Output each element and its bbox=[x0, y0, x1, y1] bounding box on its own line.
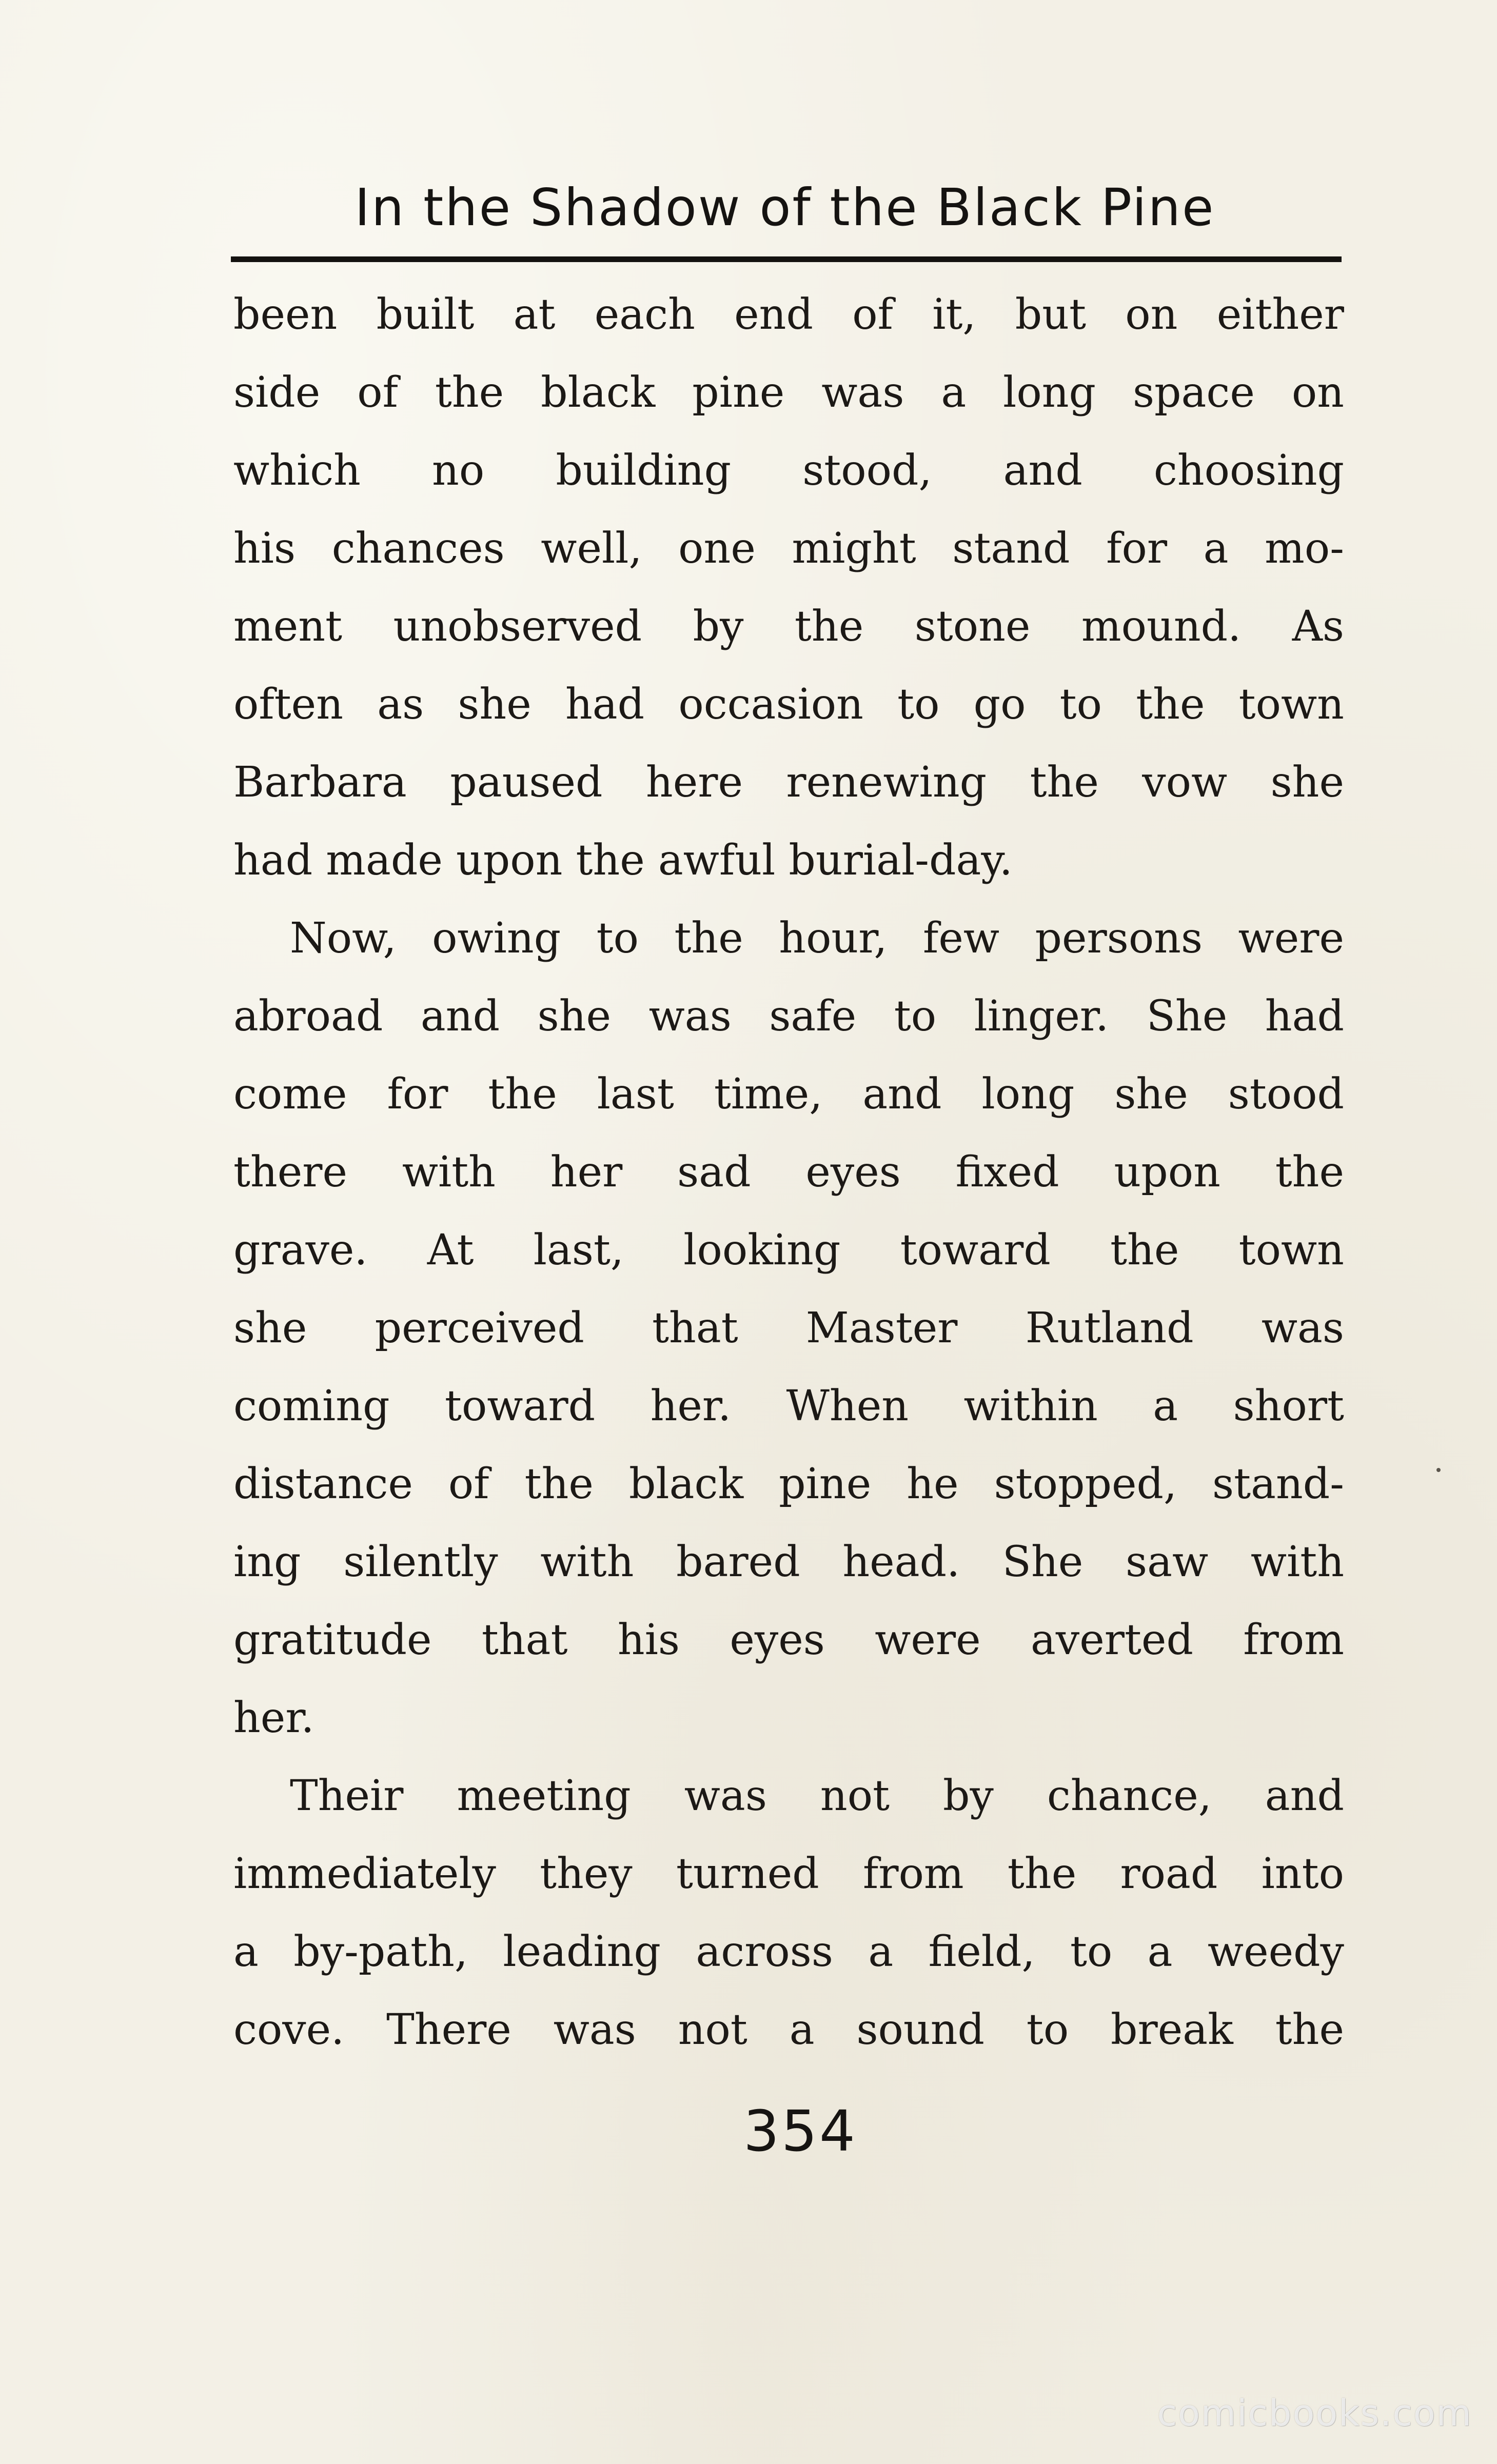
text-line: distance of the black pine he stopped, stand- bbox=[233, 1460, 1344, 1508]
text-line: ing silently with bared head. She saw with bbox=[233, 1538, 1344, 1586]
paper-speck bbox=[1436, 1468, 1441, 1472]
body-text bbox=[233, 276, 1344, 2069]
text-line: Barbara paused here renewing the vow she bbox=[233, 758, 1344, 807]
text-line: had made upon the awful burial-day. bbox=[233, 836, 1013, 885]
watermark: comicbooks.com bbox=[1157, 2392, 1472, 2434]
paragraph-1 bbox=[233, 276, 1344, 900]
text-line: there with her sad eyes fixed upon the bbox=[233, 1148, 1344, 1197]
page-number: 354 bbox=[743, 2098, 857, 2164]
paragraph-2 bbox=[233, 900, 1344, 1757]
text-line: come for the last time, and long she stood bbox=[233, 1070, 1344, 1119]
paragraph-3 bbox=[233, 1757, 1344, 2069]
text-line: ment unobserved by the stone mound. As bbox=[233, 602, 1344, 651]
running-head: In the Shadow of the Black Pine bbox=[354, 177, 1215, 237]
text-line: coming toward her. When within a short bbox=[233, 1382, 1344, 1430]
text-line: immediately they turned from the road into bbox=[233, 1850, 1344, 1898]
text-line: Now, owing to the hour, few persons were bbox=[290, 914, 1344, 963]
text-line: abroad and she was safe to linger. She had bbox=[233, 992, 1344, 1041]
text-line: she perceived that Master Rutland was bbox=[233, 1304, 1344, 1353]
text-line: often as she had occasion to go to the town bbox=[233, 680, 1344, 729]
text-line: which no building stood, and choosing bbox=[233, 446, 1344, 495]
text-line: a by-path, leading across a field, to a weedy bbox=[233, 1928, 1344, 1976]
text-line: been built at each end of it, but on either bbox=[233, 290, 1344, 339]
text-line: grave. At last, looking toward the town bbox=[233, 1226, 1344, 1275]
text-line: gratitude that his eyes were averted from bbox=[233, 1616, 1344, 1664]
text-line: his chances well, one might stand for a mo- bbox=[233, 524, 1344, 573]
text-line: cove. There was not a sound to break the bbox=[233, 2005, 1344, 2054]
header-rule bbox=[231, 256, 1342, 262]
text-line: her. bbox=[233, 1694, 314, 1742]
text-line: side of the black pine was a long space on bbox=[233, 368, 1344, 417]
text-line: Their meeting was not by chance, and bbox=[290, 1772, 1344, 1820]
